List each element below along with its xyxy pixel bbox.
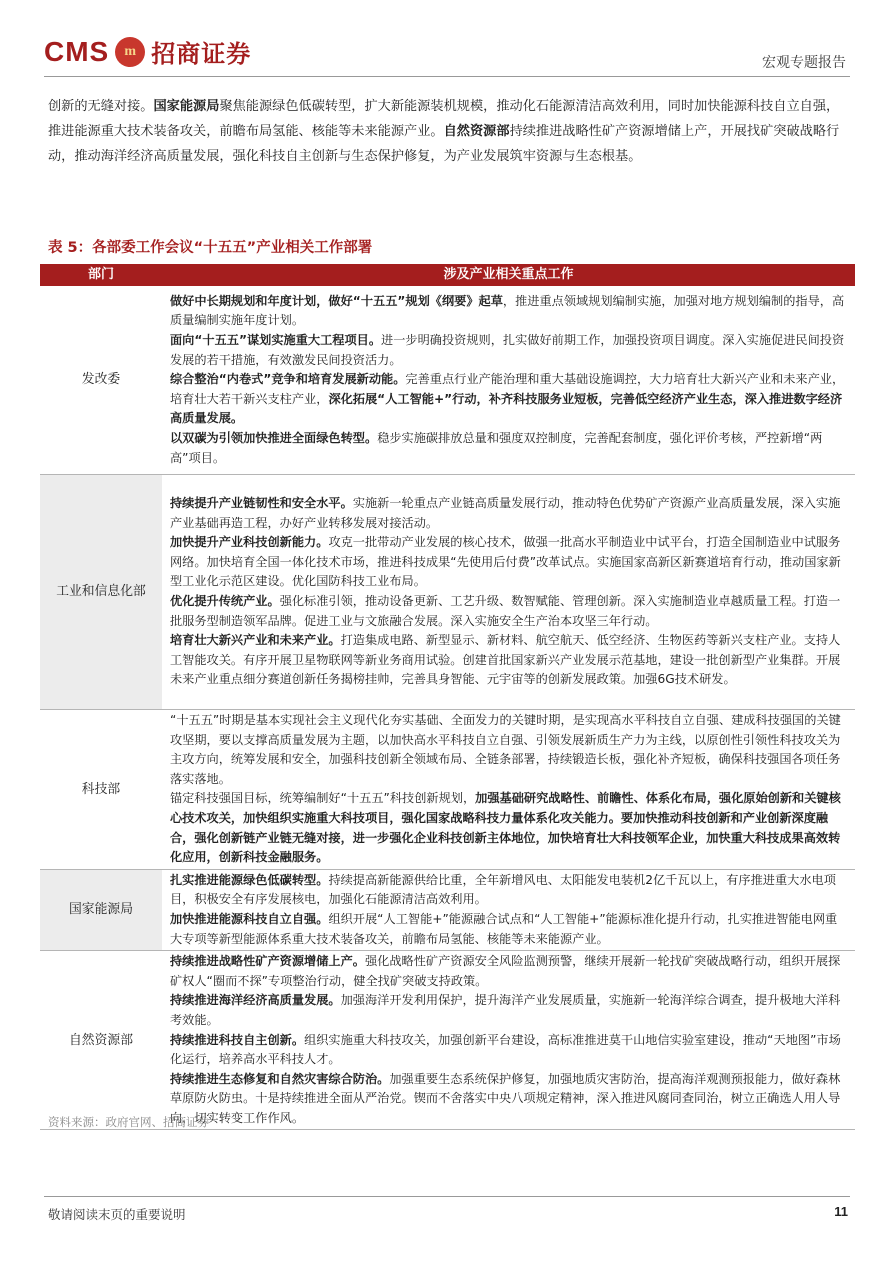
work-item-text: 强化标准引领，推动设备更新、工艺升级、数智赋能、管理创新。深入实施制造业卓越质量工程。打造一批服务型制造领军品牌。促进工业与文旅融合发展。深入实施安全生产治本攻坚三年行动。 (170, 594, 841, 628)
work-item-text: 稳步实施碳排放总量和强度双控制度，完善配套制度，强化评价考核，严控新增“两高”项目。 (170, 430, 823, 465)
work-item-text: 持续提高新能源供给比重，全年新增风电、太阳能发电装机2亿千瓦以上，有序推进重大水电项目，积极安全有序发展核电，加强化石能源清洁高效利用。 (170, 872, 836, 907)
work-item-bold: 持续推进生态修复和自然灾害综合防治。 (170, 1071, 390, 1086)
work-item-text: 锚定科技强国目标，统筹编制好“十五五”科技创新规划， (170, 791, 476, 806)
company-logo (44, 34, 251, 69)
work-item-bold: 加快推进能源科技自立自强。 (170, 911, 329, 926)
work-item (170, 533, 849, 592)
work-item (170, 429, 849, 468)
work-item (170, 991, 849, 1030)
logo-badge-icon: m (115, 37, 145, 67)
page-header (44, 32, 850, 80)
header-work: 涉及产业相关重点工作 (162, 264, 855, 286)
work-item (170, 494, 849, 533)
work-item-text: 加强海洋开发利用保护，提升海洋产业发展质量，实施新一轮海洋综合调查，提升极地大洋科考效能。 (170, 993, 841, 1027)
intro-bold-segment: 国家能源局 (153, 99, 220, 114)
table-row (40, 710, 855, 870)
source-note: 资料来源：政府官网、招商证券 (48, 1115, 209, 1129)
work-item (170, 789, 849, 867)
dept-cell: 国家能源局 (40, 869, 162, 950)
work-item-bold: 面向“十五五”谋划实施重大工程项目。 (170, 333, 382, 348)
work-cell (162, 286, 855, 475)
dept-cell: 工业和信息化部 (40, 475, 162, 710)
table-header-row (40, 264, 855, 286)
work-item-bold: 扎实推进能源绿色低碳转型。 (170, 872, 329, 887)
footer-disclaimer: 敬请阅读末页的重要说明 (48, 1207, 186, 1222)
table-title: 表 5：各部委工作会议“十五五”产业相关工作部署 (48, 240, 373, 256)
work-item-text: 攻克一批带动产业发展的核心技术，做强一批高水平制造业中试平台，打造全国制造业中试服务网络。加快培育全国一体化技术市场，推进科技成果“先使用后付费”改革试点。实施国家高新区新赛道培育行动，推动国家新型工业化示范区建设。优化国防科技工业布局。 (170, 535, 841, 589)
work-item-text: 加强重要生态系统保护修复，加强地质灾害防治，提高海洋观测预报能力，做好森林草原防火防虫。十是持续推进全面从严治党。锲而不舍落实中央八项规定精神，深入推进风腐同查同治，树立正确选人用人导向，切实转变工作作风。 (170, 1071, 841, 1125)
dept-cell: 自然资源部 (40, 951, 162, 1130)
work-item-text: 组织开展“人工智能+”能源融合试点和“人工智能+”能源标准化提升行动，扎实推进智能电网重大专项等新型能源体系重大技术装备攻关，前瞻布局氢能、核能等未来能源产业。 (170, 911, 838, 946)
intro-segment: 创新的无缝对接。 (48, 99, 154, 114)
work-item-text: 打造集成电路、新型显示、新材料、航空航天、低空经济、生物医药等新兴支柱产业。支持人工智能攻关。有序开展卫星物联网等新业务商用试验。创建首批国家新兴产业发展示范基地，建设一批创新型产业集群。开展未来产业重点细分赛道创新任务揭榜挂帅，完善具身智能、元宇宙等的创新发展政策。加强6G技术研发。 (170, 633, 841, 687)
table-row (40, 951, 855, 1130)
dept-cell: 发改委 (40, 286, 162, 475)
work-item-bold: 以双碳为引领加快推进全面绿色转型。 (170, 430, 378, 445)
work-item-bold: 持续推进科技自主创新。 (170, 1032, 305, 1047)
work-item (170, 910, 849, 949)
intro-segment: 持续推进战略性矿产资源增储上产，开展找矿突破战略行动，推动海洋经济高质量发展，强化科技自主创新与生态保护修复，为产业发展筑牢资源与生态根基。 (48, 124, 840, 164)
work-item-text: 组织实施重大科技攻关，加强创新平台建设，高标准推进莫干山地信实验室建设，推动“天地图”市场化运行，培养高水平科技人才。 (170, 1032, 841, 1067)
page-number: 11 (834, 1204, 848, 1219)
intro-bold-segment: 自然资源部 (443, 124, 510, 139)
work-item-bold: 持续提升产业链韧性和安全水平。 (170, 496, 353, 511)
work-item (170, 631, 849, 690)
work-item-bold: 持续推进海洋经济高质量发展。 (170, 993, 341, 1008)
work-item (170, 952, 849, 991)
work-item-bold: 加快提升产业科技创新能力。 (170, 535, 329, 550)
header-divider (44, 76, 850, 77)
work-item-bold: 培育壮大新兴产业和未来产业。 (170, 633, 341, 648)
header-dept: 部门 (40, 264, 162, 286)
intro-text (48, 94, 848, 169)
work-item (170, 292, 849, 331)
work-item (170, 331, 849, 370)
work-item-text: 强化战略性矿产资源安全风险监测预警，继续开展新一轮找矿突破战略行动，组织开展探矿权人“圈而不探”专项整治行动，健全找矿突破支持政策。 (170, 954, 841, 988)
work-item (170, 370, 849, 429)
work-cell (162, 869, 855, 950)
work-item (170, 871, 849, 910)
footer-divider (44, 1196, 850, 1197)
work-cell (162, 710, 855, 870)
intro-segment: 聚焦能源绿色低碳转型，扩大新能源装机规模，推动化石能源清洁高效利用，同时加快能源科技自立自强，推进能源重大技术装备攻关，前瞻布局氢能、核能等未来能源产业。 (48, 99, 840, 139)
work-item-text: 进一步明确投资规则，扎实做好前期工作，加强投资项目调度。深入实施促进民间投资发展的若干措施，有效激发民间投资活力。 (170, 333, 845, 367)
table-row (40, 869, 855, 950)
table-row (40, 286, 855, 475)
work-item (170, 1070, 849, 1129)
department-table (40, 264, 855, 1130)
report-type: 宏观专题报告 (762, 55, 846, 71)
work-item-bold: 做好中长期规划和年度计划，做好“十五五”规划《纲要》起草 (170, 293, 503, 308)
work-item (170, 711, 849, 789)
work-item (170, 1031, 849, 1070)
work-item-text: ，推进重点领域规划编制实施，加强对地方规划编制的指导，高质量编制实施年度计划。 (170, 293, 845, 328)
work-item-bold: 综合整治“内卷式”竞争和培育发展新动能。 (170, 372, 406, 387)
work-item-bold: 持续推进战略性矿产资源增储上产。 (170, 954, 365, 969)
work-item-text: “十五五”时期是基本实现社会主义现代化夯实基础、全面发力的关键时期，是实现高水平科技自立自强、建成科技强国的关键攻坚期，要以支撑高质量发展为主题，以加快高水平科技自立自强、引领发展新质生产力为主线，以原创性引领性科技攻关为主攻方向，统筹发展和安全，加强科技创新全领域布局、全链条部署，持续锻造长板，强化补齐短板，确保科技强国各项任务落实落地。 (170, 713, 841, 786)
logo-chinese-text: 招商证券 (151, 40, 252, 68)
work-cell (162, 475, 855, 710)
intro-paragraph (48, 94, 848, 169)
work-item (170, 592, 849, 631)
dept-cell: 科技部 (40, 710, 162, 870)
work-cell (162, 951, 855, 1130)
logo-latin-text: CMS (44, 35, 110, 67)
work-item-bold: 加强基础研究战略性、前瞻性、体系化布局，强化原始创新和关键核心技术攻关，加快组织实施重大科技项目，强化国家战略科技力量体系化攻关能力。要加快推动科技创新和产业创新深度融合，强化创新链产业链无缝对接，进一步强化企业科技创新主体地位，加快培育壮大科技领军企业，加快重大科技成果高效转化应用，创新科技金融服务。 (170, 791, 841, 865)
work-item-bold: 深化拓展“人工智能+”行动，补齐科技服务业短板，完善低空经济产业生态，深入推进数字经济高质量发展。 (170, 391, 843, 426)
work-item-text: 实施新一轮重点产业链高质量发展行动，推动特色优势矿产资源产业高质量发展，深入实施产业基础再造工程，办好产业转移发展对接活动。 (170, 496, 841, 530)
work-item-text: 完善重点行业产能治理和重大基础设施调控，大力培育壮大新兴产业和未来产业，培育壮大若干新兴支柱产业， (170, 372, 845, 406)
table-row (40, 475, 855, 710)
work-item-bold: 优化提升传统产业。 (170, 594, 280, 608)
